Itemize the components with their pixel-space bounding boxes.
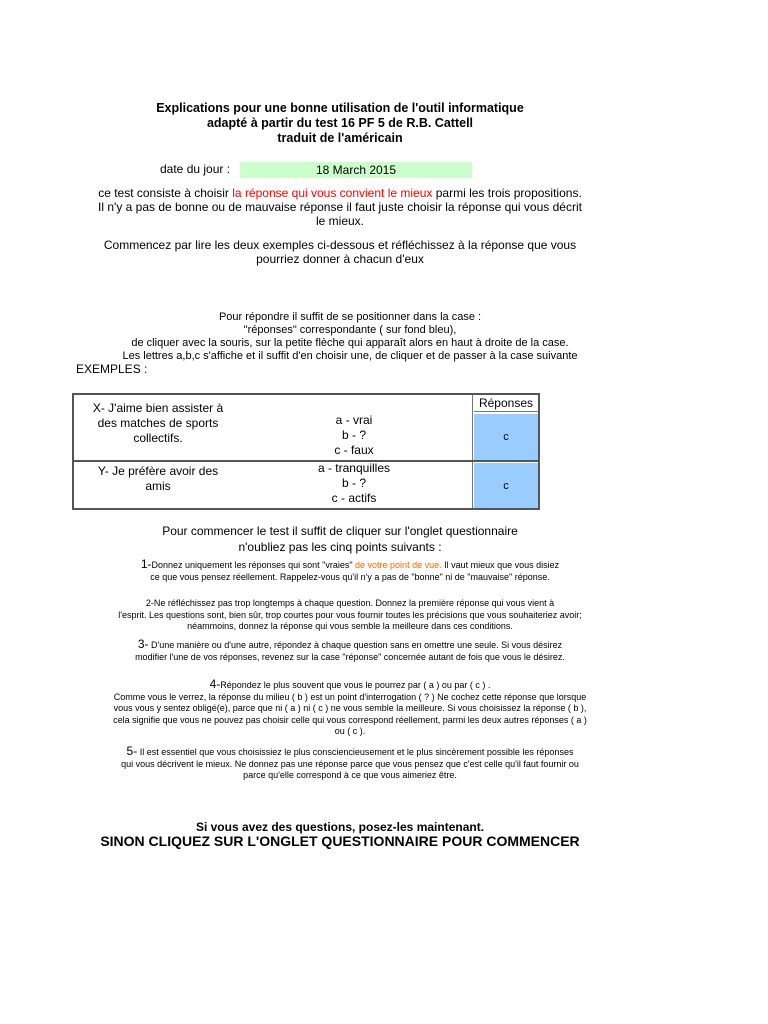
intro-line-5: pourriez donner à chacun d'eux <box>256 252 424 266</box>
point-4-line-2: Comme vous le verrez, la réponse du milieu ( b ) est un point d'interrogation ( ? ) Ne cochez cette réponse que lorsque <box>113 691 587 702</box>
example-x-question <box>78 401 238 446</box>
intro-text <box>70 186 610 266</box>
intro-line-2: Il n'y a pas de bonne ou de mauvaise réponse il faut juste choisir la réponse qui vous décrit <box>98 200 582 214</box>
example-y-option-a: a - tranquilles <box>317 461 391 475</box>
example-x-question-line-3: collectifs. <box>133 431 183 445</box>
example-x-option-b: b - ? <box>341 428 366 442</box>
point-3-line-1 <box>70 639 630 652</box>
date-label: date du jour : <box>160 162 231 176</box>
point-1 <box>70 559 630 583</box>
intro-line-3: le mieux. <box>315 214 365 228</box>
example-x-option-a: a - vrai <box>335 413 373 427</box>
point-5 <box>70 746 630 782</box>
point-1-number: 1- <box>140 557 152 571</box>
answers-header: Réponses <box>474 396 538 412</box>
example-y-option-b: b - ? <box>341 476 366 490</box>
closing-call-to-action: SINON CLIQUEZ SUR L'ONGLET QUESTIONNAIRE POUR COMMENCER <box>100 833 580 849</box>
examples-table <box>72 393 540 510</box>
point-5-text-a: Il est essentiel que vous choisissiez le plus consciencieusement et le plus sincèrement possible les réponses <box>137 747 574 757</box>
point-5-number: 5- <box>126 744 138 758</box>
point-4-line-3: vous vous y sentez obligé(e), parce que ni ( a ) ni ( c ) ne vous semble la meilleure. Si vous choisissez la réponse ( b ), <box>113 703 587 713</box>
closing-questions: Si vous avez des questions, posez-les maintenant. <box>195 820 485 834</box>
point-2-line-1: 2-Ne réfléchissez pas trop longtemps à chaque question. Donnez la première réponse qui vous vient à <box>145 598 555 608</box>
point-1-text-a: Donnez uniquement les réponses qui sont "vraies" <box>151 560 356 570</box>
example-x-options <box>274 413 434 458</box>
point-5-line-3: parce qu'elle correspond à ce que vous aimeriez être. <box>243 770 457 780</box>
point-4-line-1 <box>70 679 630 692</box>
intro-line-1 <box>70 186 610 200</box>
example-x-question-line-2: des matches de sports <box>97 416 219 430</box>
point-3 <box>70 639 630 663</box>
instructions-line-3: de cliquer avec la souris, sur la petite flèche qui apparaît alors en haut à droite de la case. <box>131 337 569 349</box>
point-4-line-4: cela signifie que vous ne pouvez pas choisir celle qui vous correspond réellement, parmi les deux autres réponses ( a ) <box>113 714 587 725</box>
point-1-highlight: de votre point de vue. <box>355 560 442 570</box>
example-y-question <box>78 464 238 494</box>
example-y-answer-cell[interactable]: c <box>474 463 538 508</box>
point-2-line-2: l'esprit. Les questions sont, bien sûr, trop courtes pour vous fournir toutes les précisions que vous souhaiteriez avoir; <box>118 609 582 620</box>
title-line-1: Explications pour une bonne utilisation de l'outil informatique <box>156 101 524 115</box>
point-2-line-3: néammoins, donnez la réponse qui vous semble la meilleure dans ces conditions. <box>187 621 513 631</box>
example-y-option-c: c - actifs <box>331 491 377 505</box>
point-1-line-1 <box>70 559 630 572</box>
example-y-question-line-2: amis <box>145 479 171 493</box>
instructions-line-1: Pour répondre il suffit de se positionner dans la case : <box>218 311 482 323</box>
title-line-3: traduit de l'américain <box>277 131 403 145</box>
examples-label: EXEMPLES : <box>76 362 148 376</box>
date-value-cell[interactable]: 18 March 2015 <box>240 162 472 178</box>
point-2 <box>70 598 630 633</box>
instructions-line-2: "réponses" correspondante ( sur fond bleu), <box>243 324 457 336</box>
title-line-2: adapté à partir du test 16 PF 5 de R.B. Cattell <box>206 116 474 130</box>
point-1-line-2: ce que vous pensez réellement. Rappelez-vous qu'il n'y a pas de "bonne" ni de "mauvaise" réponse. <box>150 571 550 582</box>
point-5-line-1 <box>70 746 630 759</box>
point-4-text-a: Répondez le plus souvent que vous le pourrez par ( a ) ou par ( c ) . <box>220 680 491 690</box>
point-4 <box>70 679 630 738</box>
start-instructions <box>110 523 570 555</box>
point-4-line-5: ou ( c ). <box>334 726 366 736</box>
instructions <box>60 311 640 363</box>
intro-line-1-post: parmi les trois propositions. <box>432 186 582 200</box>
intro-line-4: Commencez par lire les deux exemples ci-dessous et réfléchissez à la réponse que vous <box>103 238 577 252</box>
point-3-number: 3- <box>137 637 149 651</box>
example-y-options <box>274 461 434 506</box>
example-x-answer-cell[interactable]: c <box>474 414 538 460</box>
instructions-line-4: Les lettres a,b,c s'affiche et il suffit d'en choisir une, de cliquer et de passer à la case suivante <box>122 350 578 362</box>
point-1-text-b: Il vaut mieux que vous disiez <box>441 560 560 570</box>
start-line-1: Pour commencer le test il suffit de cliquer sur l'onglet questionnaire <box>162 524 518 538</box>
start-line-2: n'oubliez pas les cinq points suivants : <box>238 540 442 554</box>
point-4-number: 4- <box>209 677 221 691</box>
point-5-line-2: qui vous décrivent le mieux. Ne donnez pas une réponse parce que vous pensez que c'est celle qu'il faut fournir ou <box>121 758 579 769</box>
example-y-question-line-1: Y- Je préfère avoir des <box>97 464 219 478</box>
example-x-question-line-1: X- J'aime bien assister à <box>92 401 224 415</box>
intro-line-1-pre: ce test consiste à choisir <box>98 186 233 200</box>
point-3-line-2: modifier l'une de vos réponses, revenez sur la case "réponse" concernée autant de fois que vous le désirez. <box>135 651 565 662</box>
example-x-option-c: c - faux <box>334 443 374 457</box>
point-3-text-a: D'une manière ou d'une autre, répondez à chaque question sans en omettre une seule. Si vous désirez <box>148 640 563 650</box>
column-divider <box>472 395 473 508</box>
intro-highlight: la réponse qui vous convient le mieux <box>232 186 433 200</box>
page-title <box>140 101 540 146</box>
